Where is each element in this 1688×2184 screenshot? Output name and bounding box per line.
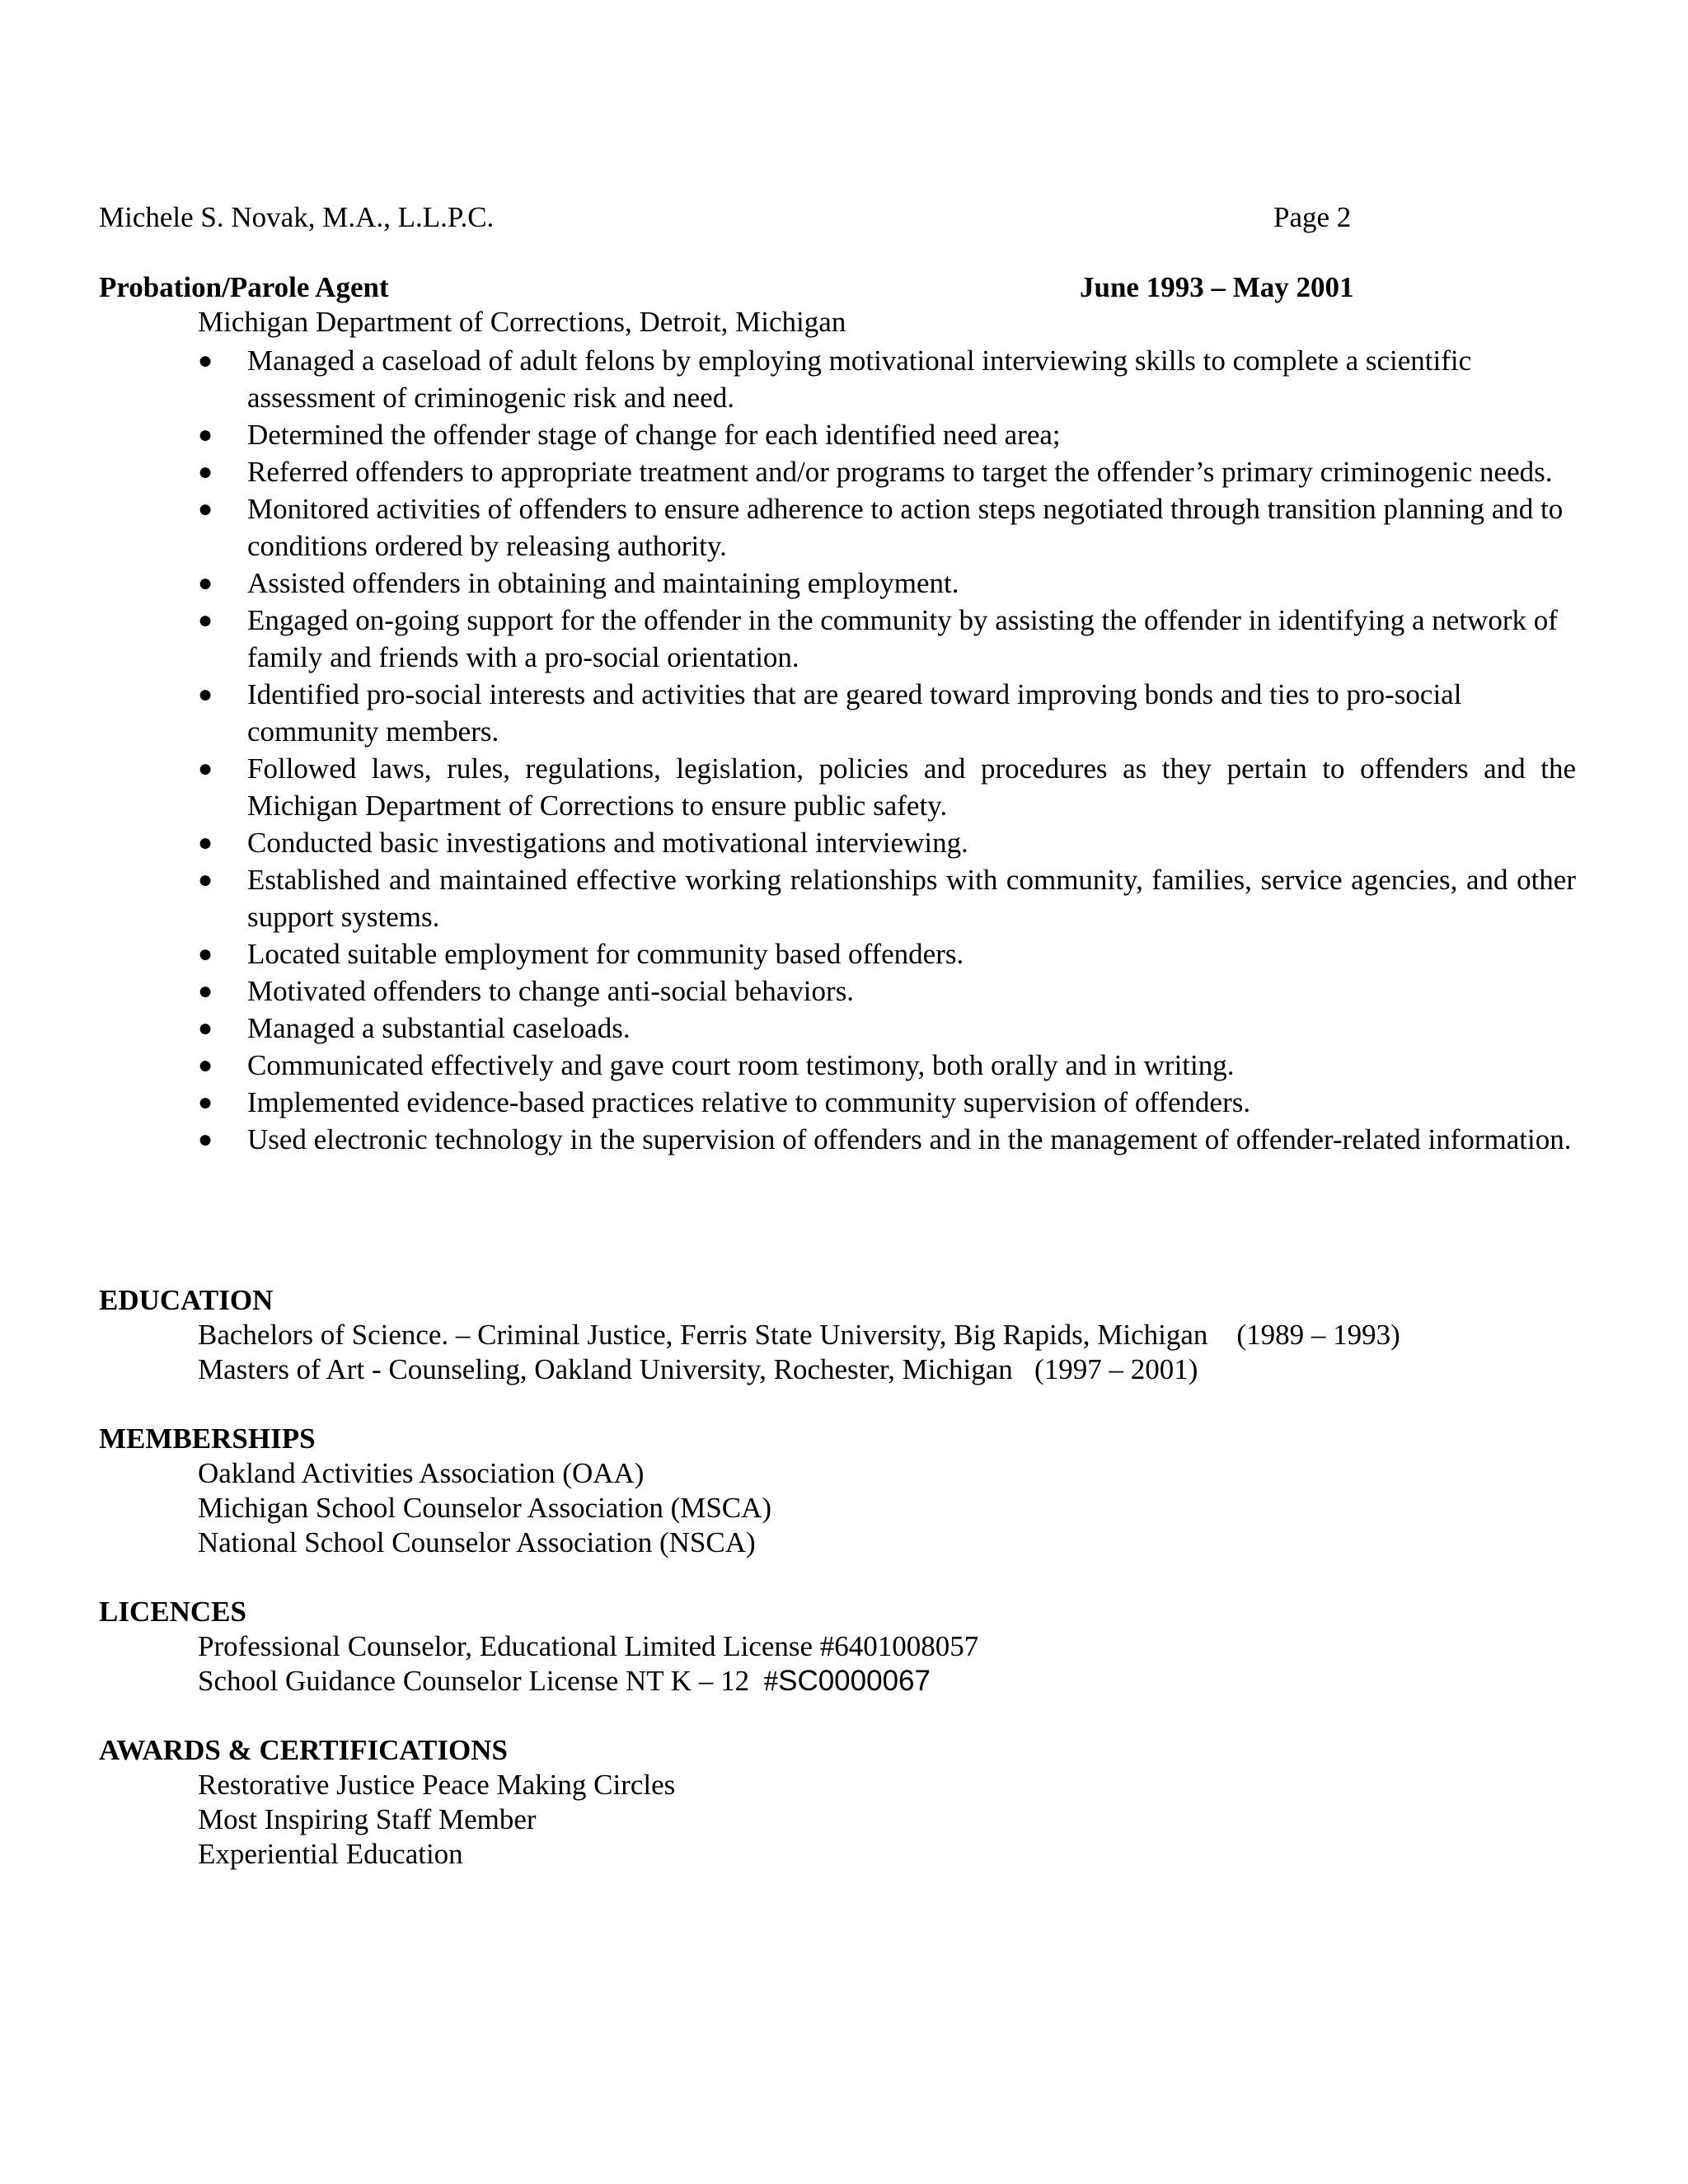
duty-text: Managed a caseload of adult felons by employing motivational interviewing skills to complete a scientific assessment of criminogenic risk and need. bbox=[247, 344, 1472, 414]
job-heading bbox=[99, 270, 1385, 305]
education-entry: Masters of Art - Counseling, Oakland University, Rochester, Michigan (1997 – 2001) bbox=[198, 1353, 1198, 1385]
education-section bbox=[99, 1283, 1400, 1387]
bullet-icon: ● bbox=[198, 1126, 213, 1153]
duty-text: Assisted offenders in obtaining and maintaining employment. bbox=[247, 567, 959, 599]
duty-text: Used electronic technology in the supervision of offenders and in the management of offender-related information. bbox=[247, 1123, 1572, 1155]
page-header bbox=[99, 200, 1368, 235]
list-item bbox=[198, 416, 1576, 453]
award-entry: Restorative Justice Peace Making Circles bbox=[198, 1769, 676, 1801]
bullet-icon: ● bbox=[198, 458, 213, 485]
list-item bbox=[198, 342, 1576, 416]
bullet-icon: ● bbox=[198, 866, 213, 893]
candidate-name: Michele S. Novak, M.A., L.L.P.C. bbox=[99, 201, 495, 233]
bullet-icon: ● bbox=[198, 829, 213, 856]
section-heading: LICENCES bbox=[99, 1596, 246, 1628]
list-item bbox=[198, 824, 1576, 861]
duty-text: Managed a substantial caseloads. bbox=[247, 1012, 631, 1044]
duty-text: Referred offenders to appropriate treatment and/or programs to target the offender’s primary criminogenic needs. bbox=[247, 456, 1553, 488]
page-number: Page 2 bbox=[1273, 201, 1352, 233]
bullet-icon: ● bbox=[198, 421, 213, 448]
membership-entry: Michigan School Counselor Association (MSCA) bbox=[198, 1492, 772, 1524]
award-entry: Most Inspiring Staff Member bbox=[198, 1803, 537, 1835]
list-item bbox=[198, 935, 1576, 972]
bullet-icon: ● bbox=[198, 569, 213, 597]
education-entry: Bachelors of Science. – Criminal Justice, Ferris State University, Big Rapids, Michigan (1989 – 1993) bbox=[198, 1319, 1400, 1351]
job-dates: June 1993 – May 2001 bbox=[1080, 271, 1354, 303]
licence-entry bbox=[198, 1664, 978, 1699]
bullet-icon: ● bbox=[198, 755, 213, 782]
award-entry: Experiential Education bbox=[198, 1838, 463, 1870]
list-item bbox=[198, 1047, 1576, 1084]
bullet-icon: ● bbox=[198, 940, 213, 968]
duties-list bbox=[198, 342, 1576, 1158]
duty-text: Monitored activities of offenders to ensure adherence to action steps negotiated through transition planning and to conditions ordered by releasing authority. bbox=[247, 493, 1564, 562]
list-item bbox=[198, 1010, 1576, 1047]
bullet-icon: ● bbox=[198, 1015, 213, 1042]
list-item bbox=[198, 972, 1576, 1010]
list-item bbox=[198, 565, 1576, 602]
duty-text: Engaged on-going support for the offender in the community by assisting the offender in identifying a network of family and friends with a pro-social orientation. bbox=[247, 604, 1558, 673]
list-item bbox=[198, 602, 1576, 676]
section-heading: AWARDS & CERTIFICATIONS bbox=[99, 1734, 508, 1766]
list-item bbox=[198, 490, 1576, 565]
list-item bbox=[198, 453, 1576, 490]
duty-text: Established and maintained effective working relationships with community, families, service agencies, and other support systems. bbox=[247, 864, 1576, 933]
list-item bbox=[198, 1084, 1576, 1121]
section-heading: EDUCATION bbox=[99, 1284, 274, 1316]
bullet-icon: ● bbox=[198, 1052, 213, 1079]
duty-text: Conducted basic investigations and motivational interviewing. bbox=[247, 827, 968, 859]
licences-section bbox=[99, 1595, 978, 1699]
bullet-icon: ● bbox=[198, 977, 213, 1005]
list-item bbox=[198, 676, 1576, 750]
bullet-icon: ● bbox=[198, 347, 213, 374]
awards-section bbox=[99, 1733, 675, 1872]
licence-text: School Guidance Counselor License NT K – 12 # bbox=[198, 1665, 779, 1697]
licence-number: SC0000067 bbox=[778, 1665, 931, 1697]
duty-text: Determined the offender stage of change for each identified need area; bbox=[247, 419, 1061, 451]
membership-entry: Oakland Activities Association (OAA) bbox=[198, 1457, 645, 1489]
list-item bbox=[198, 1121, 1576, 1158]
bullet-icon: ● bbox=[198, 607, 213, 634]
bullet-icon: ● bbox=[198, 495, 213, 523]
section-heading: MEMBERSHIPS bbox=[99, 1422, 316, 1455]
memberships-section bbox=[99, 1422, 771, 1560]
duty-text: Located suitable employment for community based offenders. bbox=[247, 938, 964, 970]
employer: Michigan Department of Corrections, Detroit, Michigan bbox=[198, 306, 846, 338]
duty-text: Identified pro-social interests and activities that are geared toward improving bonds and ties to pro-social community members. bbox=[247, 678, 1462, 748]
job-title: Probation/Parole Agent bbox=[99, 271, 389, 303]
bullet-icon: ● bbox=[198, 1089, 213, 1116]
duty-text: Followed laws, rules, regulations, legislation, policies and procedures as they pertain to offenders and the Michigan Department of Corrections to ensure public safety. bbox=[247, 752, 1576, 822]
licence-entry: Professional Counselor, Educational Limited License #6401008057 bbox=[198, 1630, 979, 1662]
duty-text: Implemented evidence-based practices relative to community supervision of offenders. bbox=[247, 1086, 1251, 1118]
membership-entry: National School Counselor Association (NSCA) bbox=[198, 1526, 756, 1558]
duty-text: Motivated offenders to change anti-social behaviors. bbox=[247, 975, 855, 1007]
bullet-icon: ● bbox=[198, 681, 213, 708]
list-item bbox=[198, 750, 1576, 824]
duty-text: Communicated effectively and gave court room testimony, both orally and in writing. bbox=[247, 1049, 1235, 1081]
list-item bbox=[198, 861, 1576, 935]
